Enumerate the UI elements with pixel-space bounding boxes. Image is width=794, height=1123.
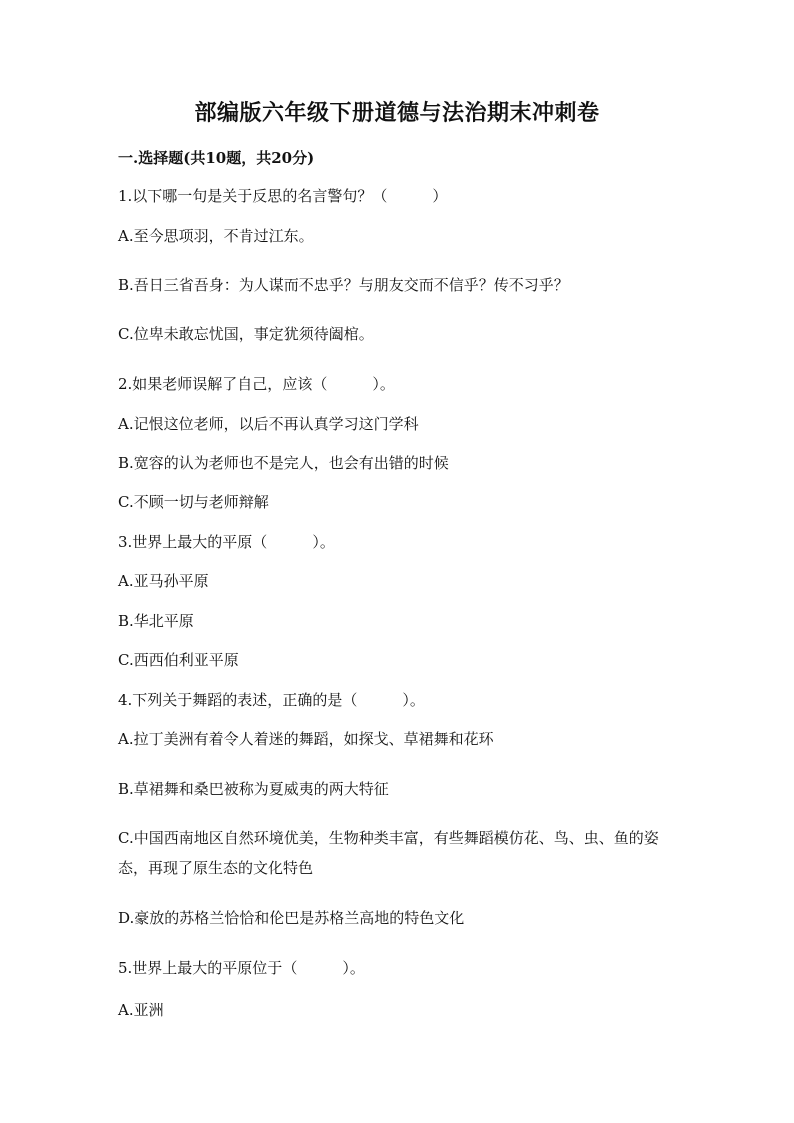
question-4-option-a: A.拉丁美洲有着令人着迷的舞蹈，如探戈、草裙舞和花环 [118, 730, 494, 748]
question-2-stem: 2.如果老师误解了自己，应该（ ）。 [118, 375, 395, 393]
question-4-stem: 4.下列关于舞蹈的表述，正确的是（ ）。 [118, 691, 425, 709]
question-5-option-a: A.亚洲 [118, 1001, 164, 1019]
question-1-option-b: B.吾日三省吾身：为人谋而不忠乎？与朋友交而不信乎？传不习乎？ [118, 276, 569, 294]
question-4-option-b: B.草裙舞和桑巴被称为夏威夷的两大特征 [118, 780, 389, 798]
question-3-option-a: A.亚马孙平原 [118, 572, 209, 590]
question-4-option-c: C.中国西南地区自然环境优美，生物种类丰富，有些舞蹈模仿花、鸟、虫、鱼的姿 态，再现了原生态的文化特色 [118, 829, 659, 877]
question-2-option-c: C.不顾一切与老师辩解 [118, 493, 269, 511]
question-3-stem: 3.世界上最大的平原（ ）。 [118, 533, 335, 551]
question-2-option-a: A.记恨这位老师，以后不再认真学习这门学科 [118, 415, 419, 433]
question-1-stem: 1.以下哪一句是关于反思的名言警句？（ ） [118, 187, 448, 205]
question-3-option-b: B.华北平原 [118, 612, 194, 630]
question-5-stem: 5.世界上最大的平原位于（ ）。 [118, 959, 365, 977]
question-4-option-d: D.豪放的苏格兰恰恰和伦巴是苏格兰高地的特色文化 [118, 909, 465, 927]
question-1-option-a: A.至今思项羽，不肯过江东。 [118, 227, 314, 245]
question-3-option-c: C.西西伯利亚平原 [118, 651, 239, 669]
page-title: 部编版六年级下册道德与法治期末冲刺卷 [194, 100, 600, 126]
question-1-option-c: C.位卑未敢忘忧国，事定犹须待阖棺。 [118, 325, 374, 343]
section-heading: 一.选择题(共10题，共20分) [118, 149, 315, 167]
question-2-option-b: B.宽容的认为老师也不是完人，也会有出错的时候 [118, 454, 449, 472]
